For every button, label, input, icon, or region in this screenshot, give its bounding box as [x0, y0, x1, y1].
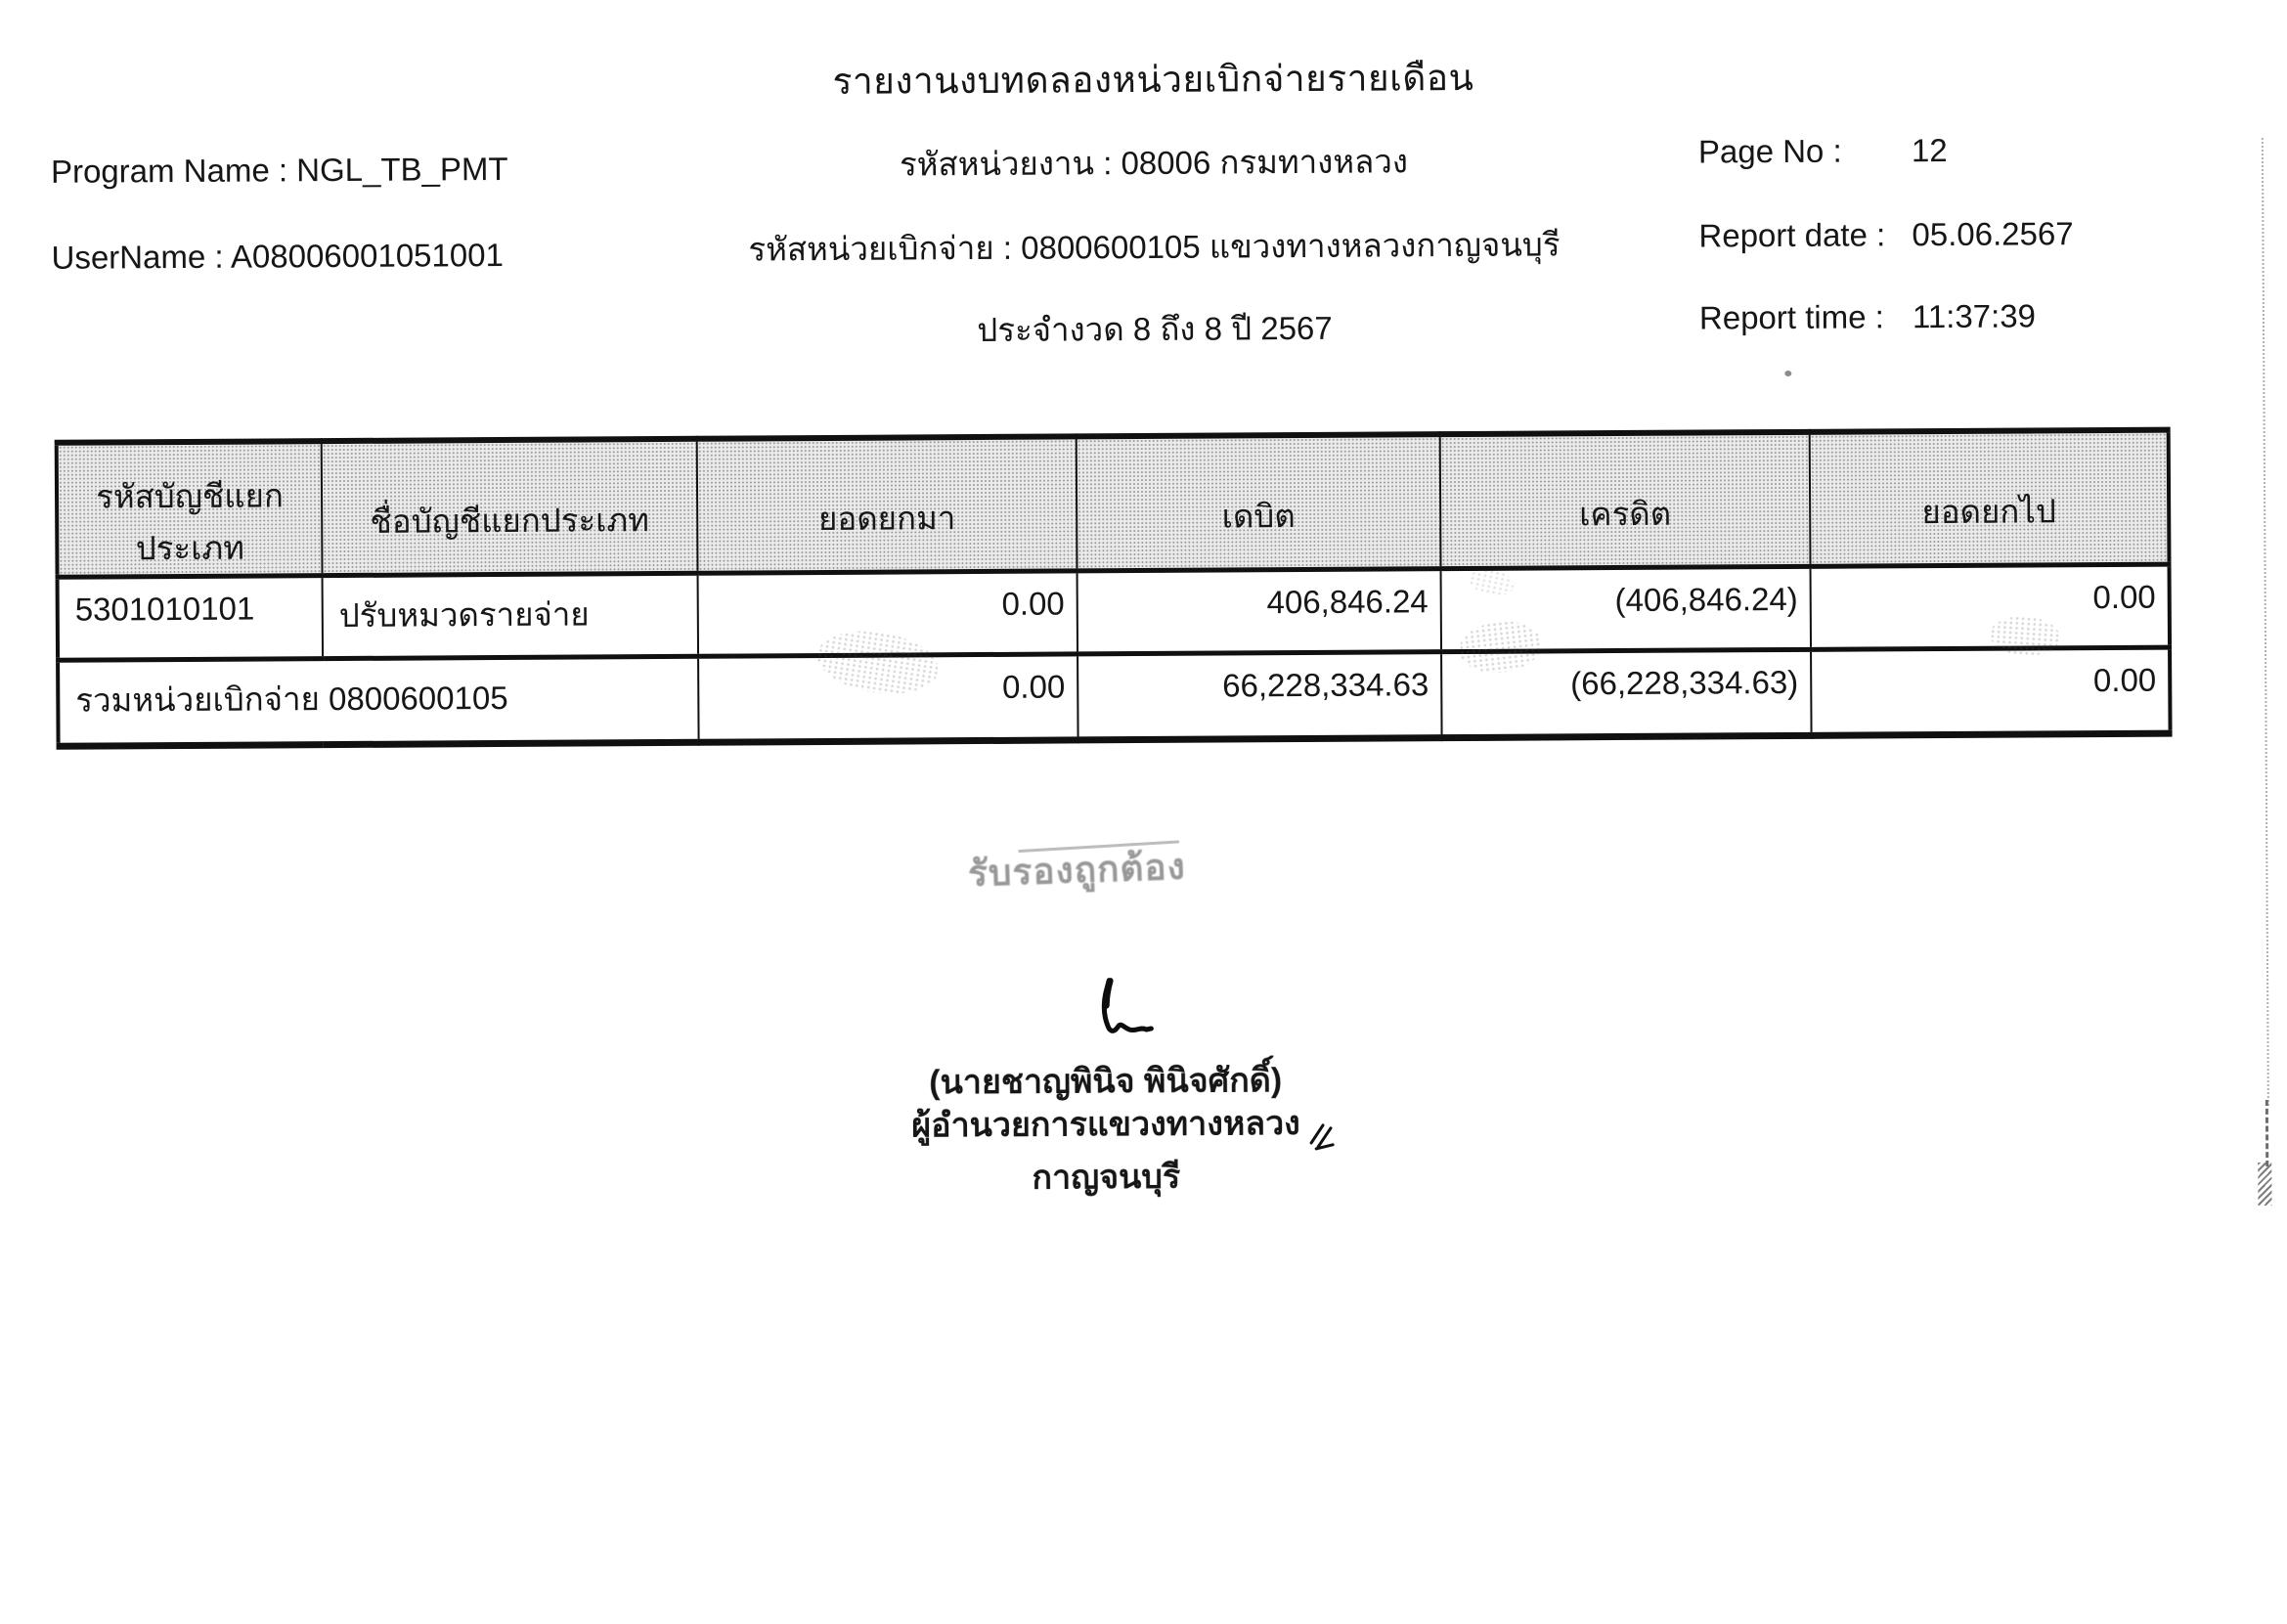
scan-edge-zigzag: [2258, 1163, 2271, 1206]
account-code-cell: 5301010101: [58, 576, 324, 661]
table-row: [58, 564, 2170, 660]
total-label-cell: รวมหน่วยเบิกจ่าย 0800600105: [58, 656, 699, 746]
credit-cell: (406,846.24): [1441, 566, 1812, 651]
report-time-value: 11:37:39: [1912, 297, 2037, 335]
username-line: UserName : A08006001051001: [51, 236, 504, 276]
col-header-brought-forward: ยอดยกมา: [697, 436, 1078, 573]
debit-cell: 406,846.24: [1078, 569, 1442, 654]
report-time-label: Report time :: [1698, 298, 1884, 336]
signature-handwriting: [1089, 978, 1167, 1051]
total-carried-forward-cell: 0.00: [1811, 647, 2171, 735]
disbursement-unit-line: รหัสหน่วยเบิกจ่าย : 0800600105 แขวงทางหลวงกาญจนบุรี: [748, 226, 1561, 268]
trial-balance-table: [55, 427, 2173, 750]
col-header-credit: เครดิต: [1440, 432, 1811, 569]
page-no-label: Page No :: [1697, 132, 1842, 170]
scan-speck: [1784, 371, 1791, 376]
col-header-account-name: ชื่อบัญชีแยกประเภท: [322, 439, 698, 576]
agency-code-line: รหัสหน่วยงาน : 08006 กรมทางหลวง: [899, 143, 1409, 183]
total-debit-cell: 66,228,334.63: [1078, 652, 1442, 740]
program-name-line: Program Name : NGL_TB_PMT: [50, 150, 508, 190]
report-title: รายงานงบทดลองหน่วยเบิกจ่ายรายเดือน: [832, 57, 1474, 102]
total-credit-cell: (66,228,334.63): [1441, 649, 1812, 737]
period-line: ประจำงวด 8 ถึง 8 ปี 2567: [977, 309, 1333, 349]
handwritten-tick-mark: [1307, 1119, 1339, 1158]
carried-forward-cell: 0.00: [1811, 564, 2171, 649]
signer-position: ผู้อำนวยการแขวงทางหลวงกาญจนบุรี: [911, 1105, 1300, 1197]
total-brought-forward-cell: 0.00: [698, 654, 1078, 742]
col-header-debit: เดบิต: [1077, 434, 1441, 571]
col-header-account-code: รหัสบัญชีแยกประเภท: [57, 441, 323, 577]
page-no-value: 12: [1911, 131, 1948, 169]
brought-forward-cell: 0.00: [698, 571, 1078, 656]
trial-balance-table-wrap: [55, 427, 2173, 750]
scan-edge-dense-line: [2265, 1100, 2268, 1166]
report-date-value: 05.06.2567: [1912, 215, 2074, 253]
table-total-row: [58, 647, 2170, 746]
certified-correct-stamp: รับรองถูกต้อง: [967, 846, 1187, 895]
account-name-cell: ปรับหมวดรายจ่าย: [323, 573, 699, 658]
col-header-carried-forward: ยอดยกไป: [1810, 430, 2170, 567]
report-date-label: Report date :: [1698, 216, 1886, 254]
signer-name: (นายชาญพินิจ พินิจศักดิ์): [929, 1062, 1283, 1102]
scan-edge-dotted-line: [2262, 138, 2269, 1106]
table-header-row: [57, 430, 2170, 578]
